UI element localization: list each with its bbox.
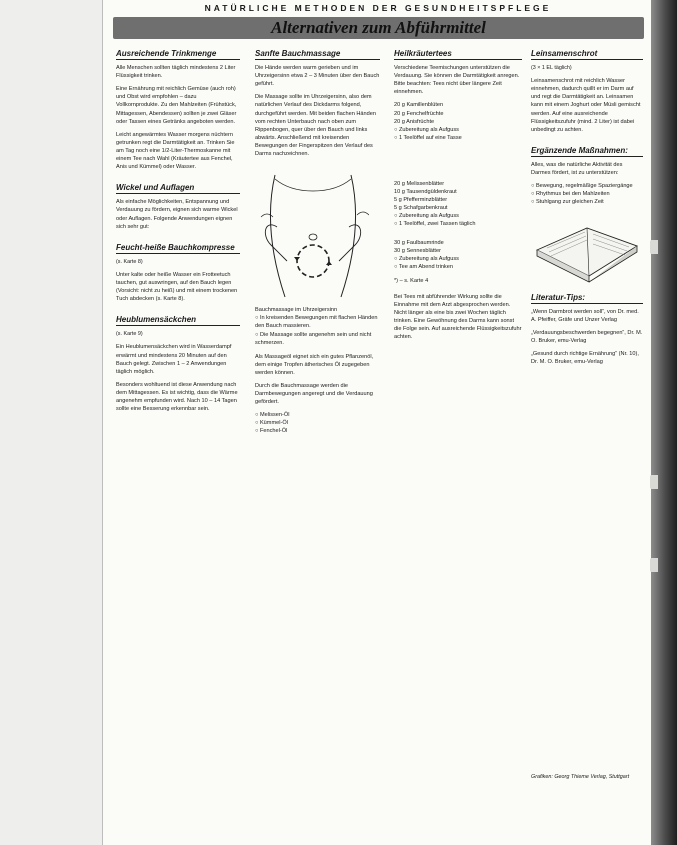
list-item: 30 g Faulbaumrinde	[394, 239, 444, 246]
paragraph: Die Massage sollte im Uhrzeigersinn, also dem natürlichen Verlauf des Dickdarms folgend, durchgeführt werden. Mit beiden flachen Händen vom rechten Unterbauch nach oben zum Rippenbogen, quer über den Bauch und links abwärts. Anschließend mit kreisenden Bewegungen der Fingerspitzen den Verlauf des Darms nachzeichnen.	[255, 94, 376, 158]
list-item: 20 g Melissenblätter	[394, 180, 445, 187]
book-illustration	[533, 220, 641, 284]
paragraph: Als Massageöl eignet sich ein gutes Pflanzenöl, dem einige Tropfen ätherisches Öl zugegeben werden können.	[255, 353, 374, 376]
paragraph: Leinsamenschrot mit reichlich Wasser einnehmen, dadurch quillt er im Darm auf und regt die Darmtätigkeit an. Leinsamen kann mit einem Joghurt oder Müsli gemischt werden. Auf eine ausreichende Flüssigkeitszufuhr (mind. 2 Liter) ist dabei unbedingt zu achten.	[531, 78, 641, 133]
column-4	[531, 50, 643, 371]
page-binding-shadow	[651, 0, 677, 845]
heading-heublumen: Heublumensäckchen	[116, 316, 240, 326]
list-item: 30 g Sennesblätter	[394, 247, 441, 254]
paragraph: Bei Tees mit abführender Wirkung sollte die Einnahme mit dem Arzt abgesprochen werden. Nicht länger als eine bis zwei Wochen täglich trinken. Eine Gewöhnung des Darms kann sonst die Folge sein. Auf ausreichende Flüssigkeitszufuhr achten.	[394, 293, 522, 341]
list-item: ○ Zubereitung als Aufguss	[394, 212, 522, 220]
literature-entry: „Wenn Darmbrot werden soll“, von Dr. med. A. Pfeiffer, Gräfe und Unzer Verlag	[531, 308, 639, 323]
margin-tab	[650, 475, 658, 489]
list-item: 20 g Fenchelfrüchte	[394, 110, 444, 117]
paragraph: Besonders wohltuend ist diese Anwendung nach dem Mittagessen. Es ist wichtig, dass die Wärme angenehm empfunden wird. Nach 10 – 14 Tagen sollte eine Besserung erkennbar sein.	[116, 381, 238, 413]
paragraph: Die Hände werden warm gerieben und im Uhrzeigersinn etwa 2 – 3 Minuten über den Bauch geführt.	[255, 65, 380, 88]
massage-steps-list	[255, 314, 380, 346]
list-item: ○ 1 Teelöffel, zwei Tassen täglich	[394, 220, 522, 228]
heading-heilkraeutertees: Heilkräutertees	[394, 50, 522, 60]
list-item: ○ 1 Teelöffel auf eine Tasse	[394, 134, 522, 142]
paragraph: Alle Menschen sollten täglich mindestens 2 Liter Flüssigkeit trinken.	[116, 65, 236, 80]
list-item: 5 g Schafgarbenkraut	[394, 205, 448, 212]
measures-list	[531, 182, 643, 206]
paragraph: Als einfache Möglichkeiten, Entspannung und Verdauung zu fördern, eignen sich warme Wickel oder Auflagen. Folgende Anwendungen eignen sich sehr gut:	[116, 199, 238, 230]
paragraph: Eine Ernährung mit reichlich Gemüse (auch roh) und Obst wird empfohlen – dazu Vollkornprodukte. Zu den Mahlzeiten (Frühstück, Mittagessen, Abendessen) sollten je zwei Gläser oder Tassen eines Getränks angeboten werden.	[116, 86, 237, 125]
oil-list	[255, 411, 380, 435]
column-2	[255, 50, 380, 442]
paragraph: Verschiedene Teemischungen unterstützen die Verdauung. Sie können die Darmtätigkeit anregen. Bitte beachten: Tees nicht über längere Zeit einnehmen.	[394, 65, 520, 96]
dosage-note: (3 × 1 EL täglich)	[531, 65, 572, 72]
image-source-credit: Grafiken: Georg Thieme Verlag, Stuttgart	[531, 774, 630, 780]
column-3	[394, 50, 522, 347]
massage-illustration	[257, 169, 369, 299]
list-item: ○ Die Massage sollte angenehm sein und nicht schmerzen.	[255, 331, 380, 347]
card-reference: (s. Karte 8)	[116, 258, 143, 265]
running-header: NATÜRLICHE METHODEN DER GESUNDHEITSPFLEGE	[204, 3, 552, 13]
paragraph: Ein Heublumensäckchen wird in Wasserdampf erwärmt und mindestens 20 Minuten auf den Bauch gelegt. Zwischen 1 – 2 Anwendungen täglich möglich.	[116, 344, 232, 375]
paragraph: Alles, was die natürliche Aktivität des Darmes fördert, ist zu unterstützen:	[531, 161, 623, 177]
heading-ergaenzende-massnahmen: Ergänzende Maßnahmen:	[531, 147, 643, 157]
list-item: ○ Rhythmus bei den Mahlzeiten	[531, 190, 643, 198]
list-item: 5 g Pfefferminzblätter	[394, 197, 448, 204]
tea-recipe-2	[394, 180, 522, 229]
list-item: 10 g Tausendgüldenkraut	[394, 189, 457, 196]
paragraph: Durch die Bauchmassage werden die Darmbewegungen angeregt und die Verdauung gefördert.	[255, 382, 373, 406]
tea-recipe-1	[394, 101, 522, 141]
card-reference: (s. Karte 9)	[116, 331, 143, 338]
heading-leinsamen: Leinsamenschrot	[531, 50, 643, 60]
paragraph: Unter kalte oder heiße Wasser ein Frotteetuch tauchen, gut auswringen, auf den Bauch legen (Vorsicht: nicht zu heiß) und mit einem trockenen Tuch abdecken (s. Karte 8).	[116, 271, 238, 303]
footnote: *) – s. Karte 4	[394, 277, 429, 284]
page-title: Alternativen zum Abführmittel	[271, 18, 486, 37]
list-item: 20 g Anisfrüchte	[394, 118, 435, 125]
list-item: ○ Zubereitung als Aufguss	[394, 255, 522, 263]
literature-entry: Dr. M. O. Bruker, emu-Verlag	[531, 359, 603, 366]
literature-entry: „Verdauungsbeschwerden begegnen“, Dr. M. O. Bruker, emu-Verlag	[531, 329, 643, 344]
tea-recipe-3	[394, 239, 522, 271]
list-item: ○ Bewegung, regelmäßige Spaziergänge	[531, 182, 643, 190]
column-1	[116, 50, 240, 418]
heading-bauchmassage: Sanfte Bauchmassage	[255, 50, 380, 60]
title-bar	[113, 17, 644, 39]
heading-literatur-tips: Literatur-Tips:	[531, 294, 643, 304]
list-item: ○ Melissen-Öl	[255, 411, 380, 419]
literature-entry: „Gesund durch richtige Ernährung“ (Nr. 10),	[531, 350, 639, 357]
illustration-caption: Bauchmassage im Uhrzeigersinn	[255, 307, 338, 314]
list-item: ○ Zubereitung als Aufguss	[394, 126, 522, 134]
list-item: ○ Stuhlgang zur gleichen Zeit	[531, 198, 643, 206]
list-item: ○ In kreisenden Bewegungen mit flachen Händen den Bauch massieren.	[255, 314, 380, 330]
margin-tab	[650, 240, 658, 254]
list-item: ○ Kümmel-Öl	[255, 419, 380, 427]
paragraph: Leicht angewärmtes Wasser morgens nüchtern getrunken regt die Darmtätigkeit an. Trinken Sie am Tag noch eine 1/2-Liter-Thermoskanne mit einem Tee nach Wahl (Kräutertee aus Fenchel, Anis und Kümmel) oder Wasser.	[116, 131, 235, 171]
list-item: ○ Fenchel-Öl	[255, 427, 380, 435]
heading-bauchkompresse: Feucht-heiße Bauchkompresse	[116, 244, 240, 254]
list-item: ○ Tee am Abend trinken	[394, 263, 522, 271]
margin-tab	[650, 558, 658, 572]
heading-wickel: Wickel und Auflagen	[116, 184, 240, 194]
list-item: 20 g Kamillenblüten	[394, 102, 444, 109]
heading-trinkmenge: Ausreichende Trinkmenge	[116, 50, 240, 60]
